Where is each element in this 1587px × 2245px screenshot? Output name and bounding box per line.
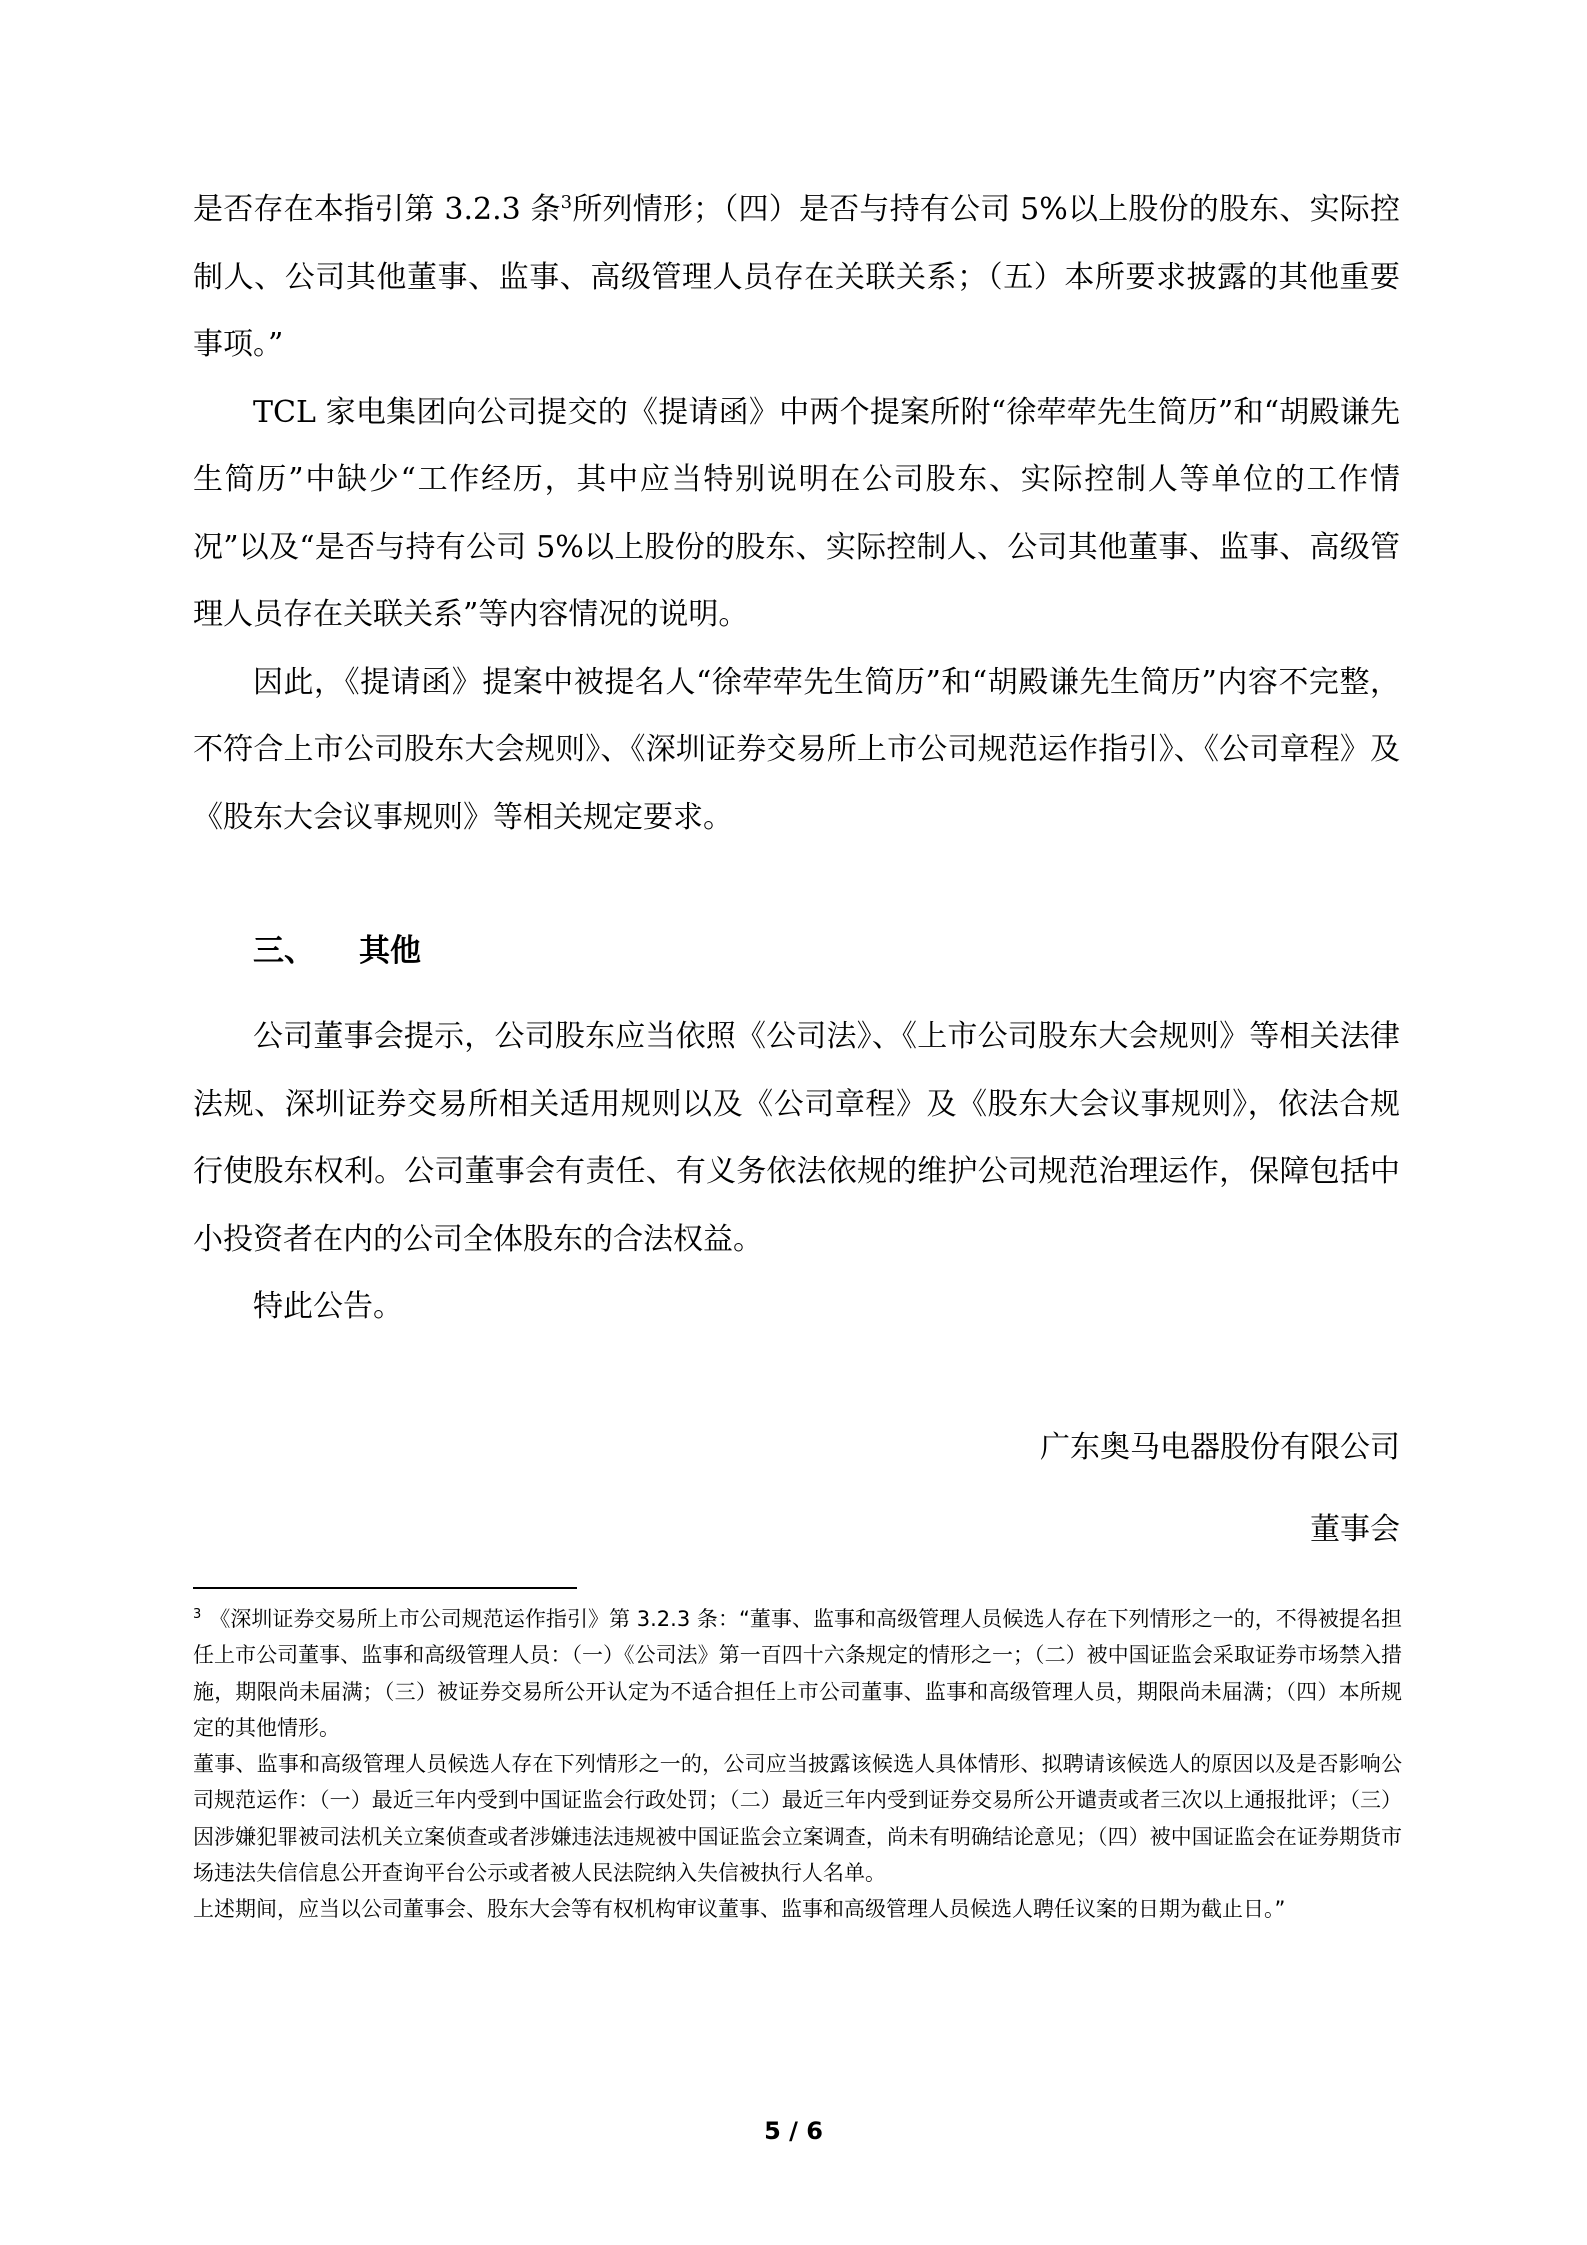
footnote-paragraph: 上述期间，应当以公司董事会、股东大会等有权机构审议董事、监事和高级管理人员候选人聘任议案的日期为截止日。” bbox=[193, 1897, 1286, 1922]
section-heading bbox=[253, 920, 421, 982]
footnote-text: 《深圳证券交易所上市公司规范运作指引》第 3.2.3 条：“董事、监事和高级管理人员候选人存在下列情形之一的，不得被提名担任上市公司董事、监事和高级管理人员：（一）《公司法》第一百四十六条规定的情形之一；（二）被中国证监会采取证券市场禁入措施，期限尚未届满；（三）被证券交易所公开认定为不适合担任上市公司董事、监事和高级管理人员，期限尚未届满；（四）本所规定的其他情形。 bbox=[193, 1607, 1402, 1740]
footnote-paragraph bbox=[193, 1601, 1402, 1746]
paragraph-continuation-text: 是否存在本指引第 3.2.3 条 bbox=[193, 192, 561, 227]
footnote-paragraph: 董事、监事和高级管理人员候选人存在下列情形之一的，公司应当披露该候选人具体情形、拟聘请该候选人的原因以及是否影响公司规范运作：（一）最近三年内受到中国证监会行政处罚；（二）最近三年内受到证券交易所公开谴责或者三次以上通报批评；（三）因涉嫌犯罪被司法机关立案侦查或者涉嫌违法违规被中国证监会立案调查，尚未有明确结论意见；（四）被中国证监会在证券期货市场违法失信信息公开查询平台公示或者被人民法院纳入失信被执行人名单。 bbox=[193, 1752, 1402, 1886]
footnote-reference[interactable]: 3 bbox=[560, 192, 573, 213]
closing-text-block bbox=[193, 1003, 1400, 1341]
signature-board: 董事会 bbox=[1310, 1512, 1400, 1547]
signature-company: 广东奥马电器股份有限公司 bbox=[1040, 1430, 1400, 1465]
footnote-mark: 3 bbox=[193, 1607, 202, 1622]
paragraph-tcl-submission: TCL 家电集团向公司提交的《提请函》中两个提案所附“徐荦荦先生简历”和“胡殿谦先生简历”中缺少“工作经历，其中应当特别说明在公司股东、实际控制人等单位的工作情况”以及“是否与持有公司 5%以上股份的股东、实际控制人、公司其他董事、监事、高级管理人员存在关联关系”等内容情况的说明。 bbox=[193, 394, 1400, 632]
paragraph-announcement: 特此公告。 bbox=[253, 1289, 403, 1324]
paragraph-conclusion: 因此，《提请函》提案中被提名人“徐荦荦先生简历”和“胡殿谦先生简历”内容不完整，不符合上市公司股东大会规则》、《深圳证券交易所上市公司规范运作指引》、《公司章程》及《股东大会议事规则》等相关规定要求。 bbox=[193, 664, 1400, 835]
section-title: 其他 bbox=[359, 933, 421, 969]
section-number: 三、 bbox=[253, 933, 315, 969]
main-text-block bbox=[193, 176, 1400, 851]
footnote-block bbox=[193, 1601, 1402, 1928]
paragraph-board-notice: 公司董事会提示，公司股东应当依照《公司法》、《上市公司股东大会规则》等相关法律法规、深圳证券交易所相关适用规则以及《公司章程》及《股东大会议事规则》，依法合规行使股东权利。公司董事会有责任、有义务依法依规的维护公司规范治理运作，保障包括中小投资者在内的公司全体股东的合法权益。 bbox=[193, 1019, 1400, 1257]
footnote-divider bbox=[193, 1587, 577, 1589]
paragraph-continuation bbox=[193, 176, 1400, 379]
page-number: 5 / 6 bbox=[764, 2117, 823, 2145]
paragraph-continuation-text-rest: 所列情形；（四）是否与持有公司 5%以上股份的股东、实际控制人、公司其他董事、监事、高级管理人员存在关联关系；（五）本所要求披露的其他重要事项。” bbox=[193, 192, 1400, 362]
